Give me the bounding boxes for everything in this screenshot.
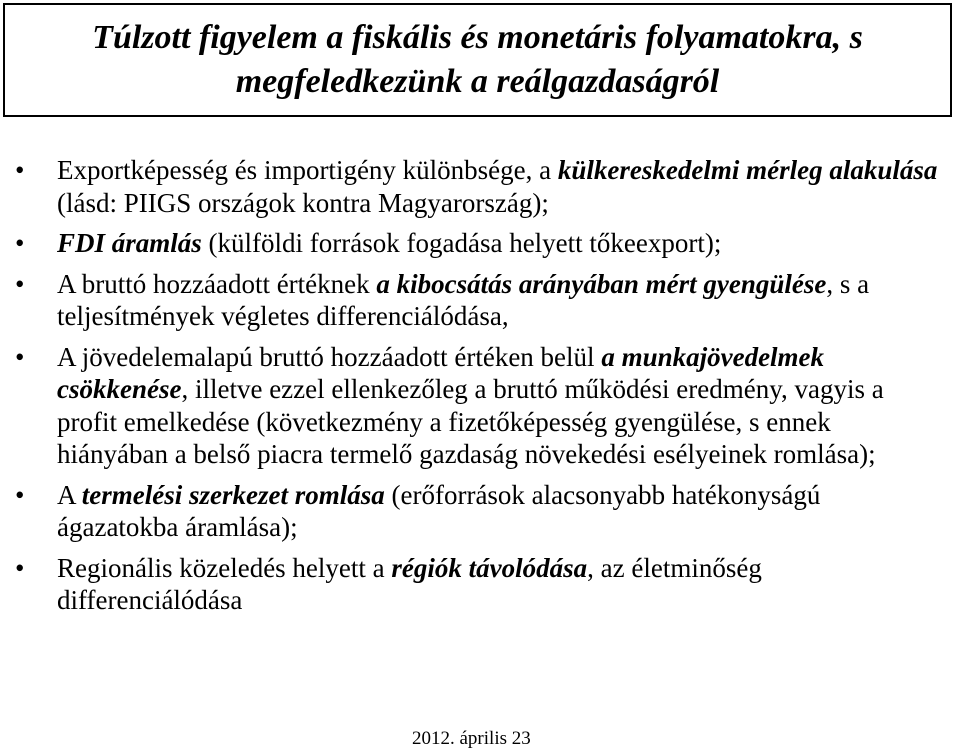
bullet-text: , az életminőség differenciálódása — [57, 552, 762, 615]
emphasized-text: a kibocsátás arányában mért gyengülése — [376, 268, 827, 299]
bullet-text: A jövedelemalapú bruttó hozzáadott értéken belül — [57, 341, 602, 372]
bullet-dot-icon: • — [15, 479, 25, 510]
bullet-text: Exportképesség és importigény különbsége, a — [57, 155, 558, 185]
bullet-text: , s a teljesítmények végletes differenciálódása, — [57, 268, 870, 331]
bullet-text: (külföldi források fogadása helyett tőkeexport); — [201, 228, 722, 258]
emphasized-text: termelési szerkezet romlása — [81, 479, 385, 510]
bullet-dot-icon: • — [15, 552, 25, 583]
emphasized-text: régiók távolódása — [391, 552, 588, 583]
bullet-item — [0, 227, 945, 260]
bullet-dot-icon: • — [15, 155, 25, 185]
emphasized-text: a munkajövedelmek csökkenése — [57, 341, 825, 404]
bullet-dot-icon: • — [15, 268, 25, 299]
bullet-item — [0, 154, 945, 219]
bullet-item — [0, 479, 945, 544]
bullet-text: A — [57, 479, 82, 510]
bullet-dot-icon: • — [15, 228, 25, 258]
bullet-text: , illetve ezzel ellenkezőleg a bruttó működési eredmény, vagyis a profit emelkedése (következmény a fizetőképesség gyengülése, s ennek hiányában a belső piacra termelő gazdaság növekedési esélyeinek romlása); — [57, 374, 884, 469]
bullet-text: Regionális közeledés helyett a — [57, 552, 392, 583]
bullet-text: A bruttó hozzáadott értéknek — [57, 268, 377, 299]
emphasized-text: FDI áramlás — [57, 228, 202, 258]
bullet-item — [0, 552, 945, 617]
bullet-item — [0, 268, 945, 333]
slide-title-box — [3, 3, 952, 117]
slide-title-line-2: megfeledkezünk a reálgazdaságról — [235, 63, 720, 100]
bullet-text: (erőforrások alacsonyabb hatékonyságú ágazatokba áramlása); — [57, 479, 821, 542]
bullet-item — [0, 341, 945, 471]
emphasized-text: külkereskedelmi mérleg alakulása — [557, 155, 938, 185]
footer-date: 2012. április 23 — [412, 728, 531, 749]
bullet-text: (lásd: PIIGS országok kontra Magyarország); — [57, 187, 549, 218]
bullet-dot-icon: • — [15, 341, 25, 372]
slide-title-line-1: Túlzott figyelem a fiskális és monetáris folyamatokra, s — [92, 19, 863, 56]
bullet-list — [0, 154, 945, 625]
